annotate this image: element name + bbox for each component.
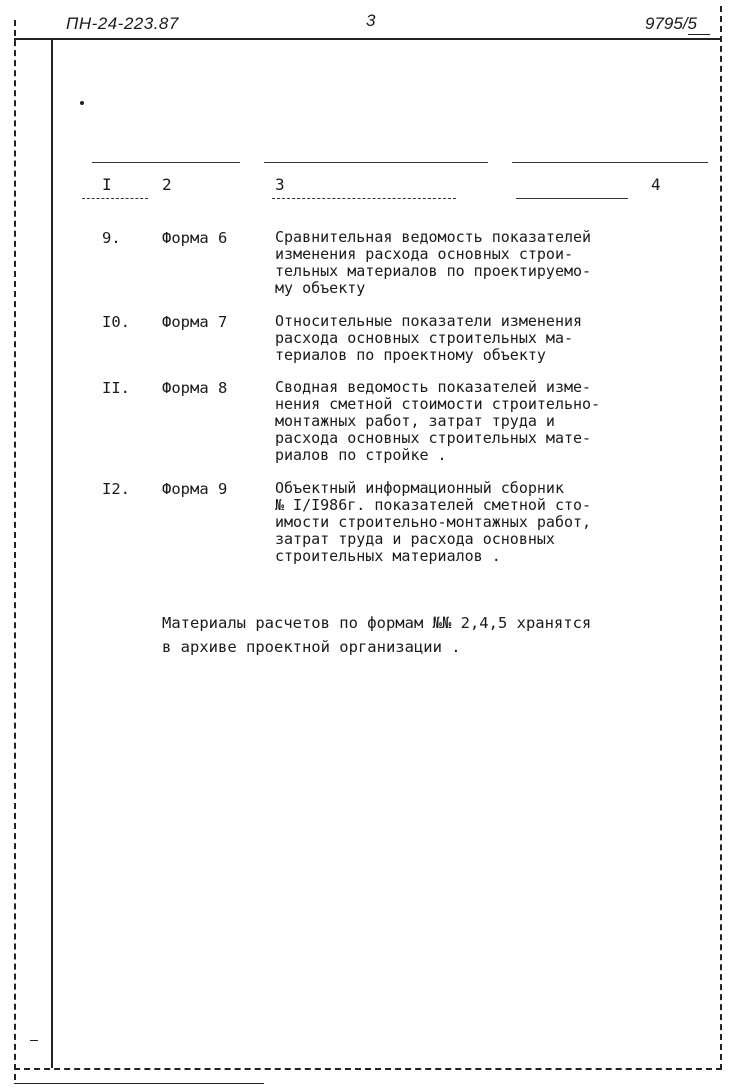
row-description: Объектный информационный сборник № I/I986г. показателей сметной сто- имости строительно-монтажных работ, затрат труда и расхода основных строительных материалов . — [275, 479, 592, 565]
table-header-rule — [82, 198, 148, 199]
table-top-rule — [264, 162, 488, 163]
row-number: I0. — [102, 313, 130, 331]
row-description: Относительные показатели изменения расхода основных строительных ма- териалов по проектному объекту — [275, 312, 583, 364]
archive-note: Материалы расчетов по формам №№ 2,4,5 хранятся в архиве проектной организации . — [162, 614, 592, 656]
column-header-3: 3 — [275, 175, 285, 194]
frame-bottom-line — [14, 1068, 722, 1070]
row-number: I2. — [102, 480, 130, 498]
frame-left-mark — [30, 1040, 38, 1041]
row-description: Сводная ведомость показателей изме- нения сметной стоимости строительно- монтажных работ, затрат труда и расхода основных строительных мате- риалов по стройке . — [275, 378, 601, 464]
row-form: Форма 6 — [162, 229, 228, 247]
column-header-4: 4 — [651, 175, 661, 194]
table-top-rule — [92, 162, 240, 163]
table-header-rule — [272, 198, 456, 199]
row-number: 9. — [102, 229, 121, 247]
row-description: Сравнительная ведомость показателей изменения расхода основных строи- тельных материалов по проектируемо- му объекту — [275, 228, 592, 297]
margin-dot — [80, 101, 84, 105]
column-header-1: I — [102, 175, 112, 194]
frame-header-line — [14, 38, 720, 40]
table-top-rule — [512, 162, 708, 163]
frame-left-inner — [51, 38, 53, 1068]
frame-bottom-edge — [14, 1083, 264, 1084]
row-number: II. — [102, 379, 130, 397]
document-code: ПН-24-223.87 — [66, 14, 179, 33]
column-header-2: 2 — [162, 175, 172, 194]
row-form: Форма 9 — [162, 480, 228, 498]
frame-right — [720, 6, 722, 1070]
table-header-rule — [516, 198, 628, 199]
row-form: Форма 7 — [162, 313, 228, 331]
frame-left-outer — [14, 20, 16, 1080]
page-number: 3 — [366, 11, 376, 30]
sheet-code: 9795/5 — [645, 14, 697, 33]
sheet-code-underline — [688, 34, 710, 35]
row-form: Форма 8 — [162, 379, 228, 397]
